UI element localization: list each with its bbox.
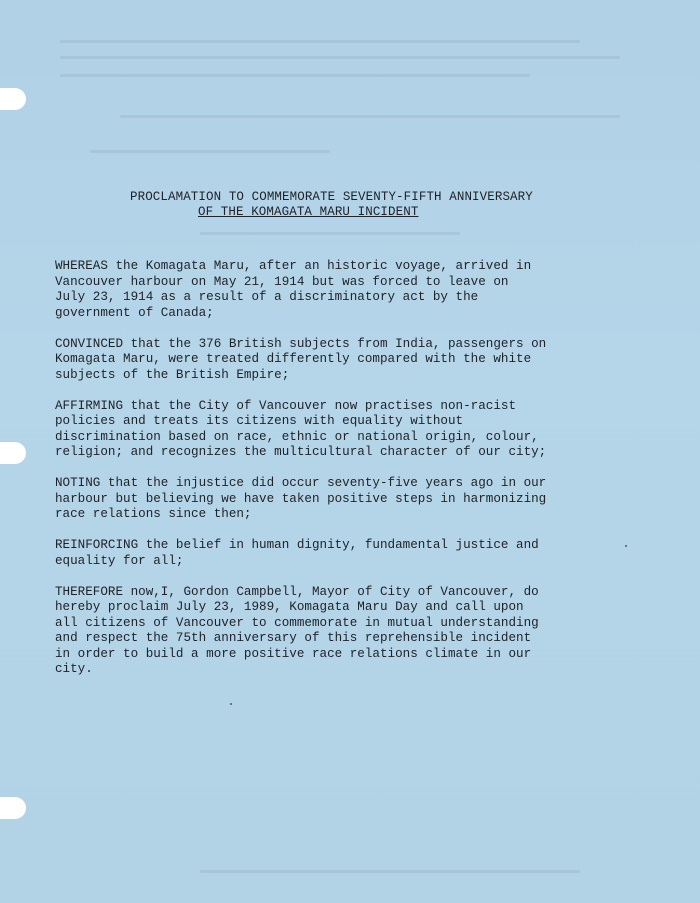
- punch-hole-bottom: [0, 797, 26, 819]
- punch-hole-middle: [0, 442, 26, 464]
- proclamation-title: [130, 190, 600, 220]
- reinforcing-paragraph: REINFORCING the belief in human dignity, fundamental justice and equality for all;: [55, 538, 539, 568]
- title-line-1: PROCLAMATION TO COMMEMORATE SEVENTY-FIFTH ANNIVERSARY: [130, 190, 533, 204]
- therefore-paragraph: THEREFORE now,I, Gordon Campbell, Mayor of City of Vancouver, do hereby proclaim July 23, 1989, Komagata Maru Day and call upon all citizens of Vancouver to commemorate in mutual understanding and respect the 75th anniversary of this reprehensible incident in order to build a more positive race relations climate in our city.: [55, 584, 539, 676]
- bleed-through-line: [200, 232, 460, 235]
- scan-speck: [230, 703, 232, 705]
- bleed-through-line: [200, 870, 580, 873]
- bleed-through-line: [60, 40, 580, 43]
- noting-paragraph: NOTING that the injustice did occur seventy-five years ago in our harbour but believing we have taken positive steps in harmonizing race relations since then;: [55, 476, 547, 521]
- punch-hole-top: [0, 88, 26, 110]
- whereas-paragraph: WHEREAS the Komagata Maru, after an historic voyage, arrived in Vancouver harbour on May 21, 1914 but was forced to leave on July 23, 1914 as a result of a discriminatory act by the government of Canada;: [55, 259, 532, 320]
- convinced-paragraph: CONVINCED that the 376 British subjects from India, passengers on Komagata Maru, were treated differently compared with the white subjects of the British Empire;: [55, 336, 547, 382]
- bleed-through-line: [90, 150, 330, 153]
- affirming-paragraph: AFFIRMING that the City of Vancouver now practises non-racist policies and treats its citizens with equality without discrimination based on race, ethnic or national origin, colour, religion; and recognizes the multicultural character of our city;: [55, 398, 547, 459]
- title-line-2-wrapper: [130, 205, 600, 220]
- bleed-through-line: [60, 74, 530, 77]
- title-line-2: OF THE KOMAGATA MARU INCIDENT: [198, 205, 419, 219]
- bleed-through-line: [60, 56, 620, 59]
- proclamation-body: [55, 259, 615, 693]
- scan-speck: [625, 545, 627, 547]
- bleed-through-line: [120, 115, 620, 118]
